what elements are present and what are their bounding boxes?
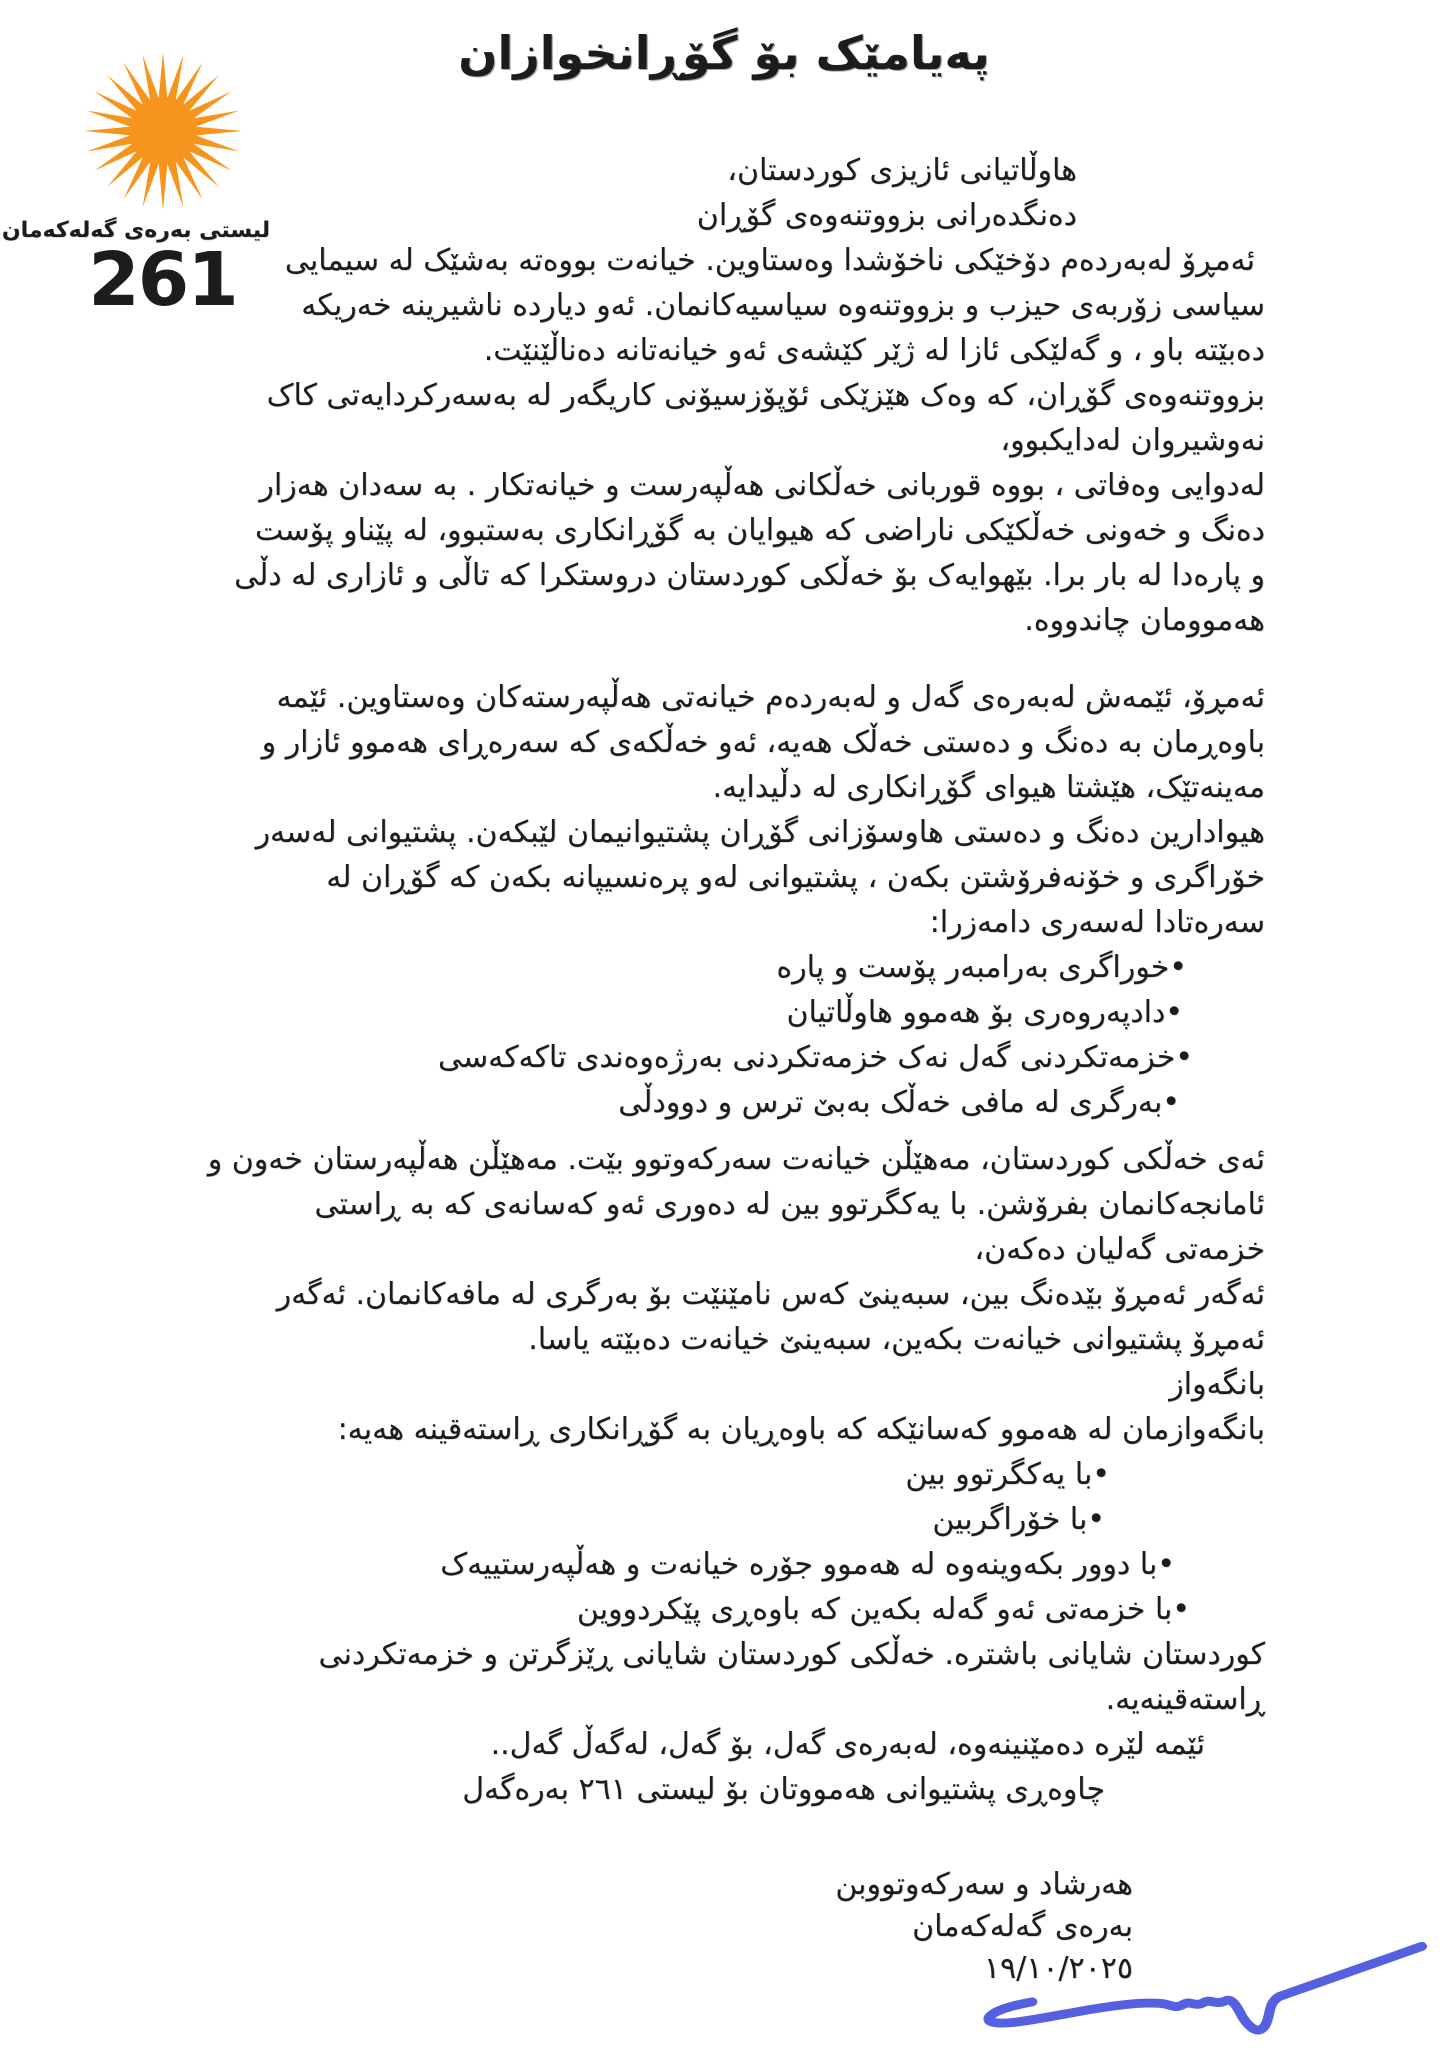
letter-body [150,148,1265,1990]
body-line: ئێمە لێرە دەمێنینەوە، لەبەرەی گەل، بۆ گەل، لەگەڵ گەل.. [490,1727,1205,1762]
body-line: •با خۆراگربین [932,1502,1105,1537]
body-line: مەینەتێک، هێشتا هیوای گۆڕانکاری لە دڵیدایە. [712,770,1265,805]
body-line: •بەرگری لە مافی خەڵک بەبێ ترس و دوودڵی [618,1085,1180,1120]
body-line: و پارەدا لە بار برا. بێهوایەک بۆ خەڵکی کوردستان دروستکرا کە تاڵی و ئازاری لە دڵی [234,558,1265,593]
body-line: کوردستان شایانی باشترە. خەڵکی کوردستان شایانی ڕێزگرتن و خزمەتکردنی [318,1637,1265,1672]
body-line: هاوڵاتیانی ئازیزی کوردستان، [727,153,1077,188]
body-line: نەوشیروان لەدایکبوو، [1000,423,1265,458]
body-line: دەنگدەرانی بزووتنەوەی گۆڕان [696,198,1077,233]
body-line: بانگەواز [1169,1367,1265,1402]
signature-closing: هەرشاد و سەرکەوتووبن [835,1867,1133,1902]
body-line: ئەمڕۆ، ئێمەش لەبەرەی گەل و لەبەردەم خیانەتی هەڵپەرستەکان وەستاوین. ئێمە [276,680,1265,715]
body-line: بانگەوازمان لە هەموو کەسانێکە کە باوەڕیان بە گۆڕانکاری ڕاستەقینە هەیە: [337,1412,1265,1447]
list-number: 261 [88,237,237,323]
body-line: •با یەکگرتوو بین [905,1457,1110,1492]
body-line: سەرەتادا لەسەری دامەزرا: [929,905,1265,940]
logo-caption: لیستی بەرەی گەلەکەمان [1,218,270,243]
body-line: باوەڕمان بە دەنگ و دەستی خەڵک هەیە، ئەو خەڵکەی کە سەرەڕای هەموو ئازار و [261,725,1265,760]
body-line: لەدوایی وەفاتی ، بووە قوربانی خەڵکانی هەڵپەرست و خیانەتکار . بە سەدان هەزار [259,468,1265,503]
body-line: چاوەڕی پشتیوانی هەمووتان بۆ لیستی ٢٦١ بەرەگەل [462,1772,1105,1807]
body-line: ئەمڕۆ پشتیوانی خیانەت بکەین، سبەینێ خیانەت دەبێتە یاسا. [528,1322,1265,1357]
body-line: خۆراگری و خۆنەفرۆشتن بکەن ، پشتیوانی لەو پرەنسیپانە بکەن کە گۆڕان لە [326,860,1265,895]
body-line: •با دوور بکەوینەوە لە هەموو جۆرە خیانەت و هەڵپەرستییەک [440,1547,1175,1582]
body-line: ئەگەر ئەمڕۆ بێدەنگ بین، سبەینێ کەس نامێنێت بۆ بەرگری لە مافەکانمان. ئەگەر [276,1277,1265,1312]
body-line: ئەمڕۆ لەبەردەم دۆخێکی ناخۆشدا وەستاوین. خیانەت بووەتە بەشێک لە سیمایی [284,243,1255,278]
body-line: •دادپەروەری بۆ هەموو هاوڵاتیان [786,995,1183,1030]
body-line: •با خزمەتی ئەو گەلە بکەین کە باوەڕی پێکردووین [576,1592,1190,1627]
body-line: دەنگ و خەونی خەڵکێکی ناراضی کە هیوایان بە گۆڕانکاری بەستبوو، لە پێناو پۆست [255,513,1265,548]
body-line: هەموومان چاندووە. [1024,603,1265,638]
signature-organization: بەرەی گەلەکەمان [912,1909,1133,1944]
signature-date: ١٩/١٠/٢٠٢٥ [983,1951,1133,1986]
body-line: دەبێتە باو ، و گەلێکی ئازا لە ژێر کێشەی ئەو خیانەتانە دەناڵێنێت. [483,333,1265,368]
page-title: پەیامێک بۆ گۆڕانخوازان [458,26,990,80]
body-line: هیوادارین دەنگ و دەستی هاوسۆزانی گۆڕان پشتیوانیمان لێبکەن. پشتیوانی لەسەر [255,815,1265,850]
signature-block [150,1864,1265,1990]
body-line: ئامانجەکانمان بفرۆشن. با یەکگرتوو بین لە دەوری ئەو کەسانەی کە بە ڕاستی [314,1187,1265,1222]
body-line: خزمەتی گەلیان دەکەن، [974,1232,1265,1267]
body-line: ئەی خەڵکی کوردستان، مەهێڵن خیانەت سەرکەوتوو بێت. مەهێڵن هەڵپەرستان خەون و [207,1142,1265,1177]
body-line: سیاسی زۆربەی حیزب و بزووتنەوە سیاسیەکانمان. ئەو دیاردە ناشیرینە خەریکە [301,288,1265,323]
body-line: •خوراگری بەرامبەر پۆست و پارە [776,950,1187,985]
body-line: ڕاستەقینەیە. [1105,1682,1265,1717]
body-line: بزووتنەوەی گۆڕان، کە وەک هێزێکی ئۆپۆزسیۆنی کاریگەر لە بەسەرکردایەتی کاک [266,378,1265,413]
body-line: •خزمەتکردنی گەل نەک خزمەتکردنی بەرژەوەندی تاکەکەسی [438,1040,1193,1075]
